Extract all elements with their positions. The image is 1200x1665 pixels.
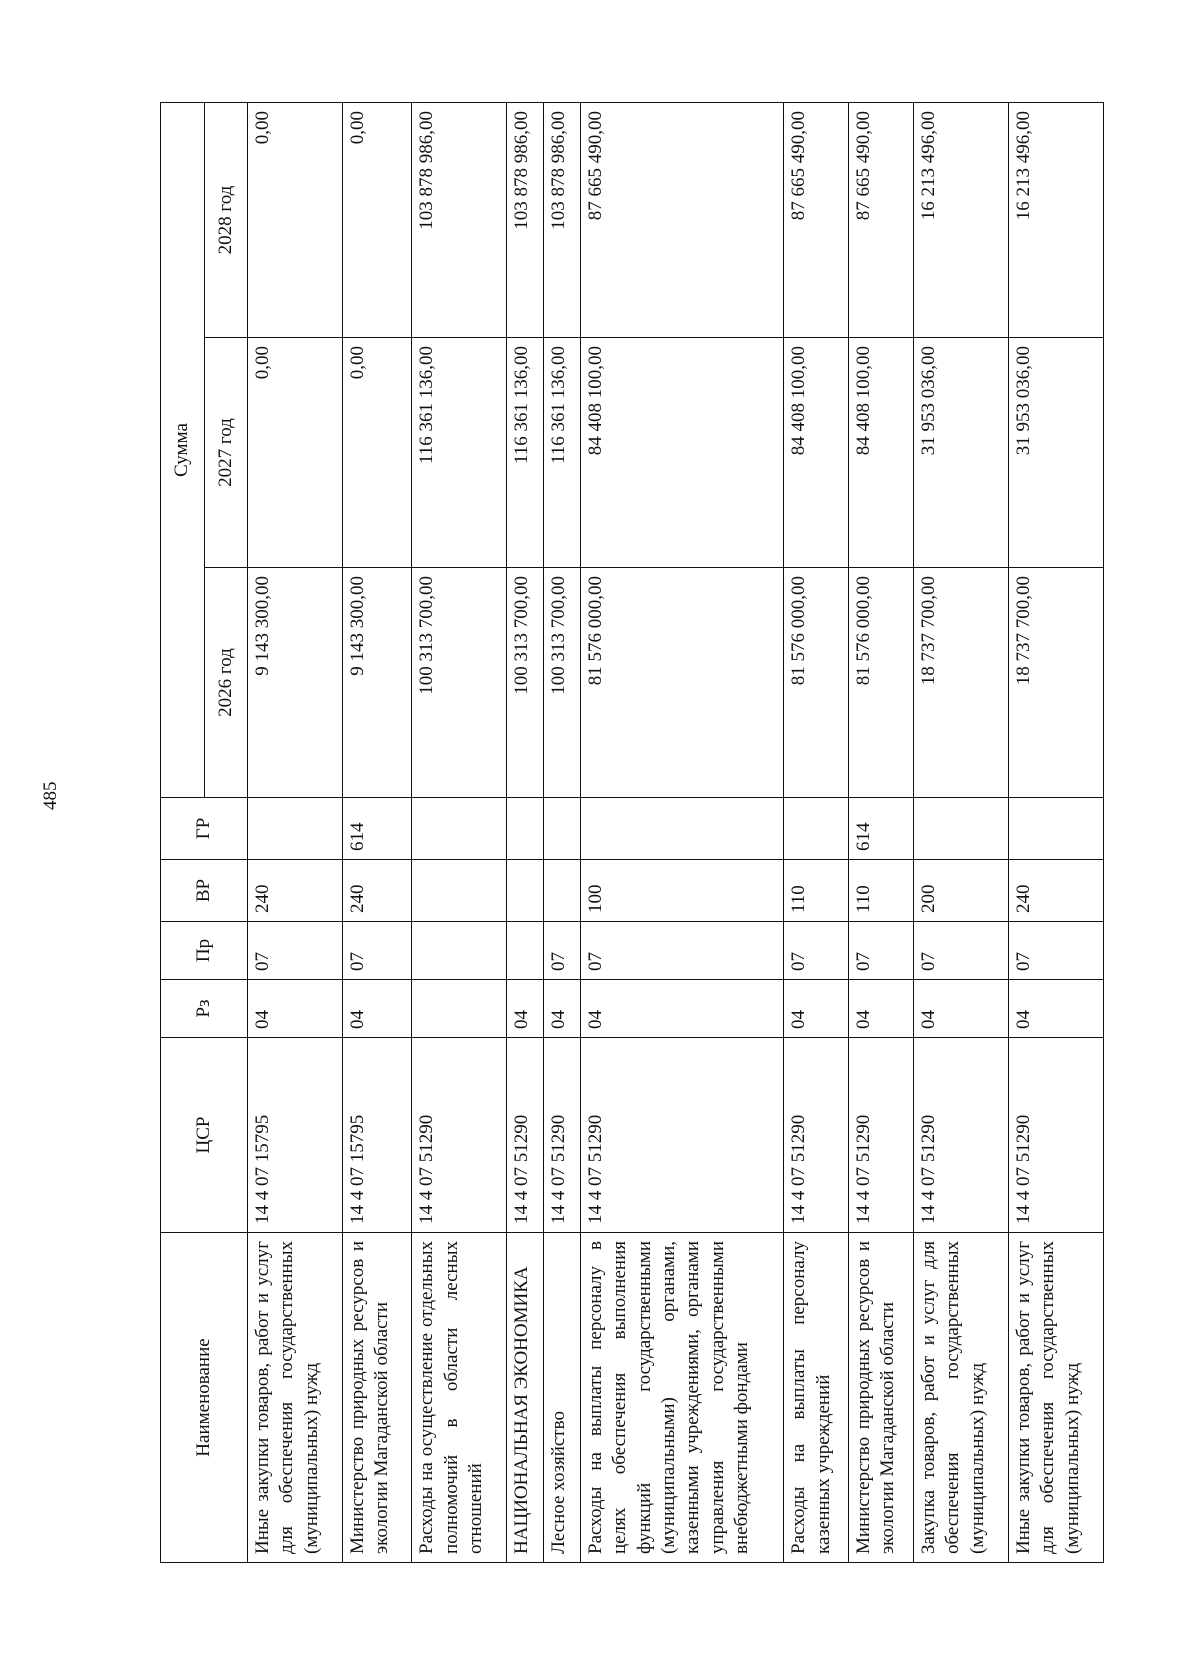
row-pr: 07: [1009, 922, 1104, 980]
row-2028: 103 878 986,00: [507, 102, 544, 337]
row-2027: 0,00: [248, 338, 343, 568]
row-vr: [544, 860, 581, 922]
row-rz: [412, 980, 507, 1038]
row-2028: 16 213 496,00: [913, 102, 1008, 337]
row-2027: 116 361 136,00: [544, 338, 581, 568]
row-2026: 81 576 000,00: [849, 568, 914, 798]
row-2026: 18 737 700,00: [1009, 568, 1104, 798]
page-number: 485: [40, 781, 61, 810]
row-vr: 100: [580, 860, 783, 922]
table-row: [913, 102, 1008, 1562]
row-2026: 81 576 000,00: [784, 568, 849, 798]
row-vr: [412, 860, 507, 922]
row-2027: 84 408 100,00: [784, 338, 849, 568]
row-rz: 04: [913, 980, 1008, 1038]
row-vr: 110: [784, 860, 849, 922]
row-rz: 04: [784, 980, 849, 1038]
row-gr: [913, 798, 1008, 860]
row-name: Лесное хозяйство: [544, 1233, 581, 1563]
row-gr: [507, 798, 544, 860]
row-name: Иные закупки товаров, работ и услуг для обеспечения государственных (муниципальных) нужд: [248, 1233, 343, 1563]
row-name: Иные закупки товаров, работ и услуг для обеспечения государственных (муниципальных) нужд: [1009, 1233, 1104, 1563]
row-pr: 07: [580, 922, 783, 980]
row-csr: 14 4 07 51290: [544, 1038, 581, 1233]
header-2026: 2026 год: [204, 568, 248, 798]
row-2028: 87 665 490,00: [580, 102, 783, 337]
row-rz: 04: [343, 980, 412, 1038]
row-2027: 84 408 100,00: [580, 338, 783, 568]
header-2027: 2027 год: [204, 338, 248, 568]
header-vr: ВР: [161, 860, 248, 922]
table-row: [580, 102, 783, 1562]
row-2027: 116 361 136,00: [507, 338, 544, 568]
header-rz: Рз: [161, 980, 248, 1038]
row-2028: 16 213 496,00: [1009, 102, 1104, 337]
row-name: Закупка товаров, работ и услуг для обеспечения государственных (муниципальных) нужд: [913, 1233, 1008, 1563]
row-vr: 240: [248, 860, 343, 922]
header-pr: Пр: [161, 922, 248, 980]
row-2027: 116 361 136,00: [412, 338, 507, 568]
row-name: Министерство природных ресурсов и экологии Магаданской области: [343, 1233, 412, 1563]
row-name: Расходы на осуществление отдельных полномочий в области лесных отношений: [412, 1233, 507, 1563]
row-rz: 04: [1009, 980, 1104, 1038]
row-name: Министерство природных ресурсов и экологии Магаданской области: [849, 1233, 914, 1563]
row-pr: 07: [784, 922, 849, 980]
budget-table: [160, 102, 1104, 1563]
header-2028: 2028 год: [204, 102, 248, 337]
row-2028: 103 878 986,00: [412, 102, 507, 337]
rotated-table-container: [160, 103, 1083, 1563]
row-rz: 04: [580, 980, 783, 1038]
row-rz: 04: [849, 980, 914, 1038]
row-pr: 07: [849, 922, 914, 980]
row-csr: 14 4 07 51290: [1009, 1038, 1104, 1233]
row-gr: [248, 798, 343, 860]
row-pr: [412, 922, 507, 980]
row-pr: 07: [248, 922, 343, 980]
row-vr: 240: [343, 860, 412, 922]
table-row: [507, 102, 544, 1562]
row-pr: 07: [343, 922, 412, 980]
table-row: [343, 102, 412, 1562]
row-csr: 14 4 07 51290: [412, 1038, 507, 1233]
row-name: НАЦИОНАЛЬНАЯ ЭКОНОМИКА: [507, 1233, 544, 1563]
row-rz: 04: [248, 980, 343, 1038]
row-csr: 14 4 07 51290: [913, 1038, 1008, 1233]
row-2028: 0,00: [248, 102, 343, 337]
table-row: [544, 102, 581, 1562]
row-csr: 14 4 07 51290: [580, 1038, 783, 1233]
row-2026: 81 576 000,00: [580, 568, 783, 798]
row-gr: 614: [849, 798, 914, 860]
row-pr: 07: [913, 922, 1008, 980]
row-vr: 110: [849, 860, 914, 922]
row-2026: 100 313 700,00: [412, 568, 507, 798]
header-gr: ГР: [161, 798, 248, 860]
row-pr: 07: [544, 922, 581, 980]
row-vr: 240: [1009, 860, 1104, 922]
header-row-1: [161, 102, 205, 1562]
row-2027: 31 953 036,00: [913, 338, 1008, 568]
row-2027: 0,00: [343, 338, 412, 568]
row-csr: 14 4 07 51290: [849, 1038, 914, 1233]
table-row: [1009, 102, 1104, 1562]
row-2026: 9 143 300,00: [343, 568, 412, 798]
row-gr: [580, 798, 783, 860]
row-gr: [784, 798, 849, 860]
row-csr: 14 4 07 51290: [784, 1038, 849, 1233]
row-rz: 04: [507, 980, 544, 1038]
row-name: Расходы на выплаты персоналу в целях обеспечения выполнения функций государственными (муниципальными) органами, казенными учреждениями, органами управления государственными внебюджетными фондами: [580, 1233, 783, 1563]
row-csr: 14 4 07 15795: [343, 1038, 412, 1233]
table-row: [784, 102, 849, 1562]
table-row: [849, 102, 914, 1562]
row-csr: 14 4 07 51290: [507, 1038, 544, 1233]
row-2026: 100 313 700,00: [507, 568, 544, 798]
row-gr: [1009, 798, 1104, 860]
table-row: [412, 102, 507, 1562]
header-csr: ЦСР: [161, 1038, 248, 1233]
row-2028: 87 665 490,00: [784, 102, 849, 337]
row-2027: 84 408 100,00: [849, 338, 914, 568]
row-vr: 200: [913, 860, 1008, 922]
row-vr: [507, 860, 544, 922]
header-name: Наименование: [161, 1233, 248, 1563]
row-2028: 103 878 986,00: [544, 102, 581, 337]
row-gr: [544, 798, 581, 860]
row-gr: [412, 798, 507, 860]
row-2028: 87 665 490,00: [849, 102, 914, 337]
row-pr: [507, 922, 544, 980]
row-2026: 9 143 300,00: [248, 568, 343, 798]
row-gr: 614: [343, 798, 412, 860]
header-sum: Сумма: [161, 102, 205, 797]
row-rz: 04: [544, 980, 581, 1038]
row-2028: 0,00: [343, 102, 412, 337]
row-name: Расходы на выплаты персоналу казенных учреждений: [784, 1233, 849, 1563]
row-2026: 18 737 700,00: [913, 568, 1008, 798]
row-csr: 14 4 07 15795: [248, 1038, 343, 1233]
table-row: [248, 102, 343, 1562]
row-2026: 100 313 700,00: [544, 568, 581, 798]
row-2027: 31 953 036,00: [1009, 338, 1104, 568]
